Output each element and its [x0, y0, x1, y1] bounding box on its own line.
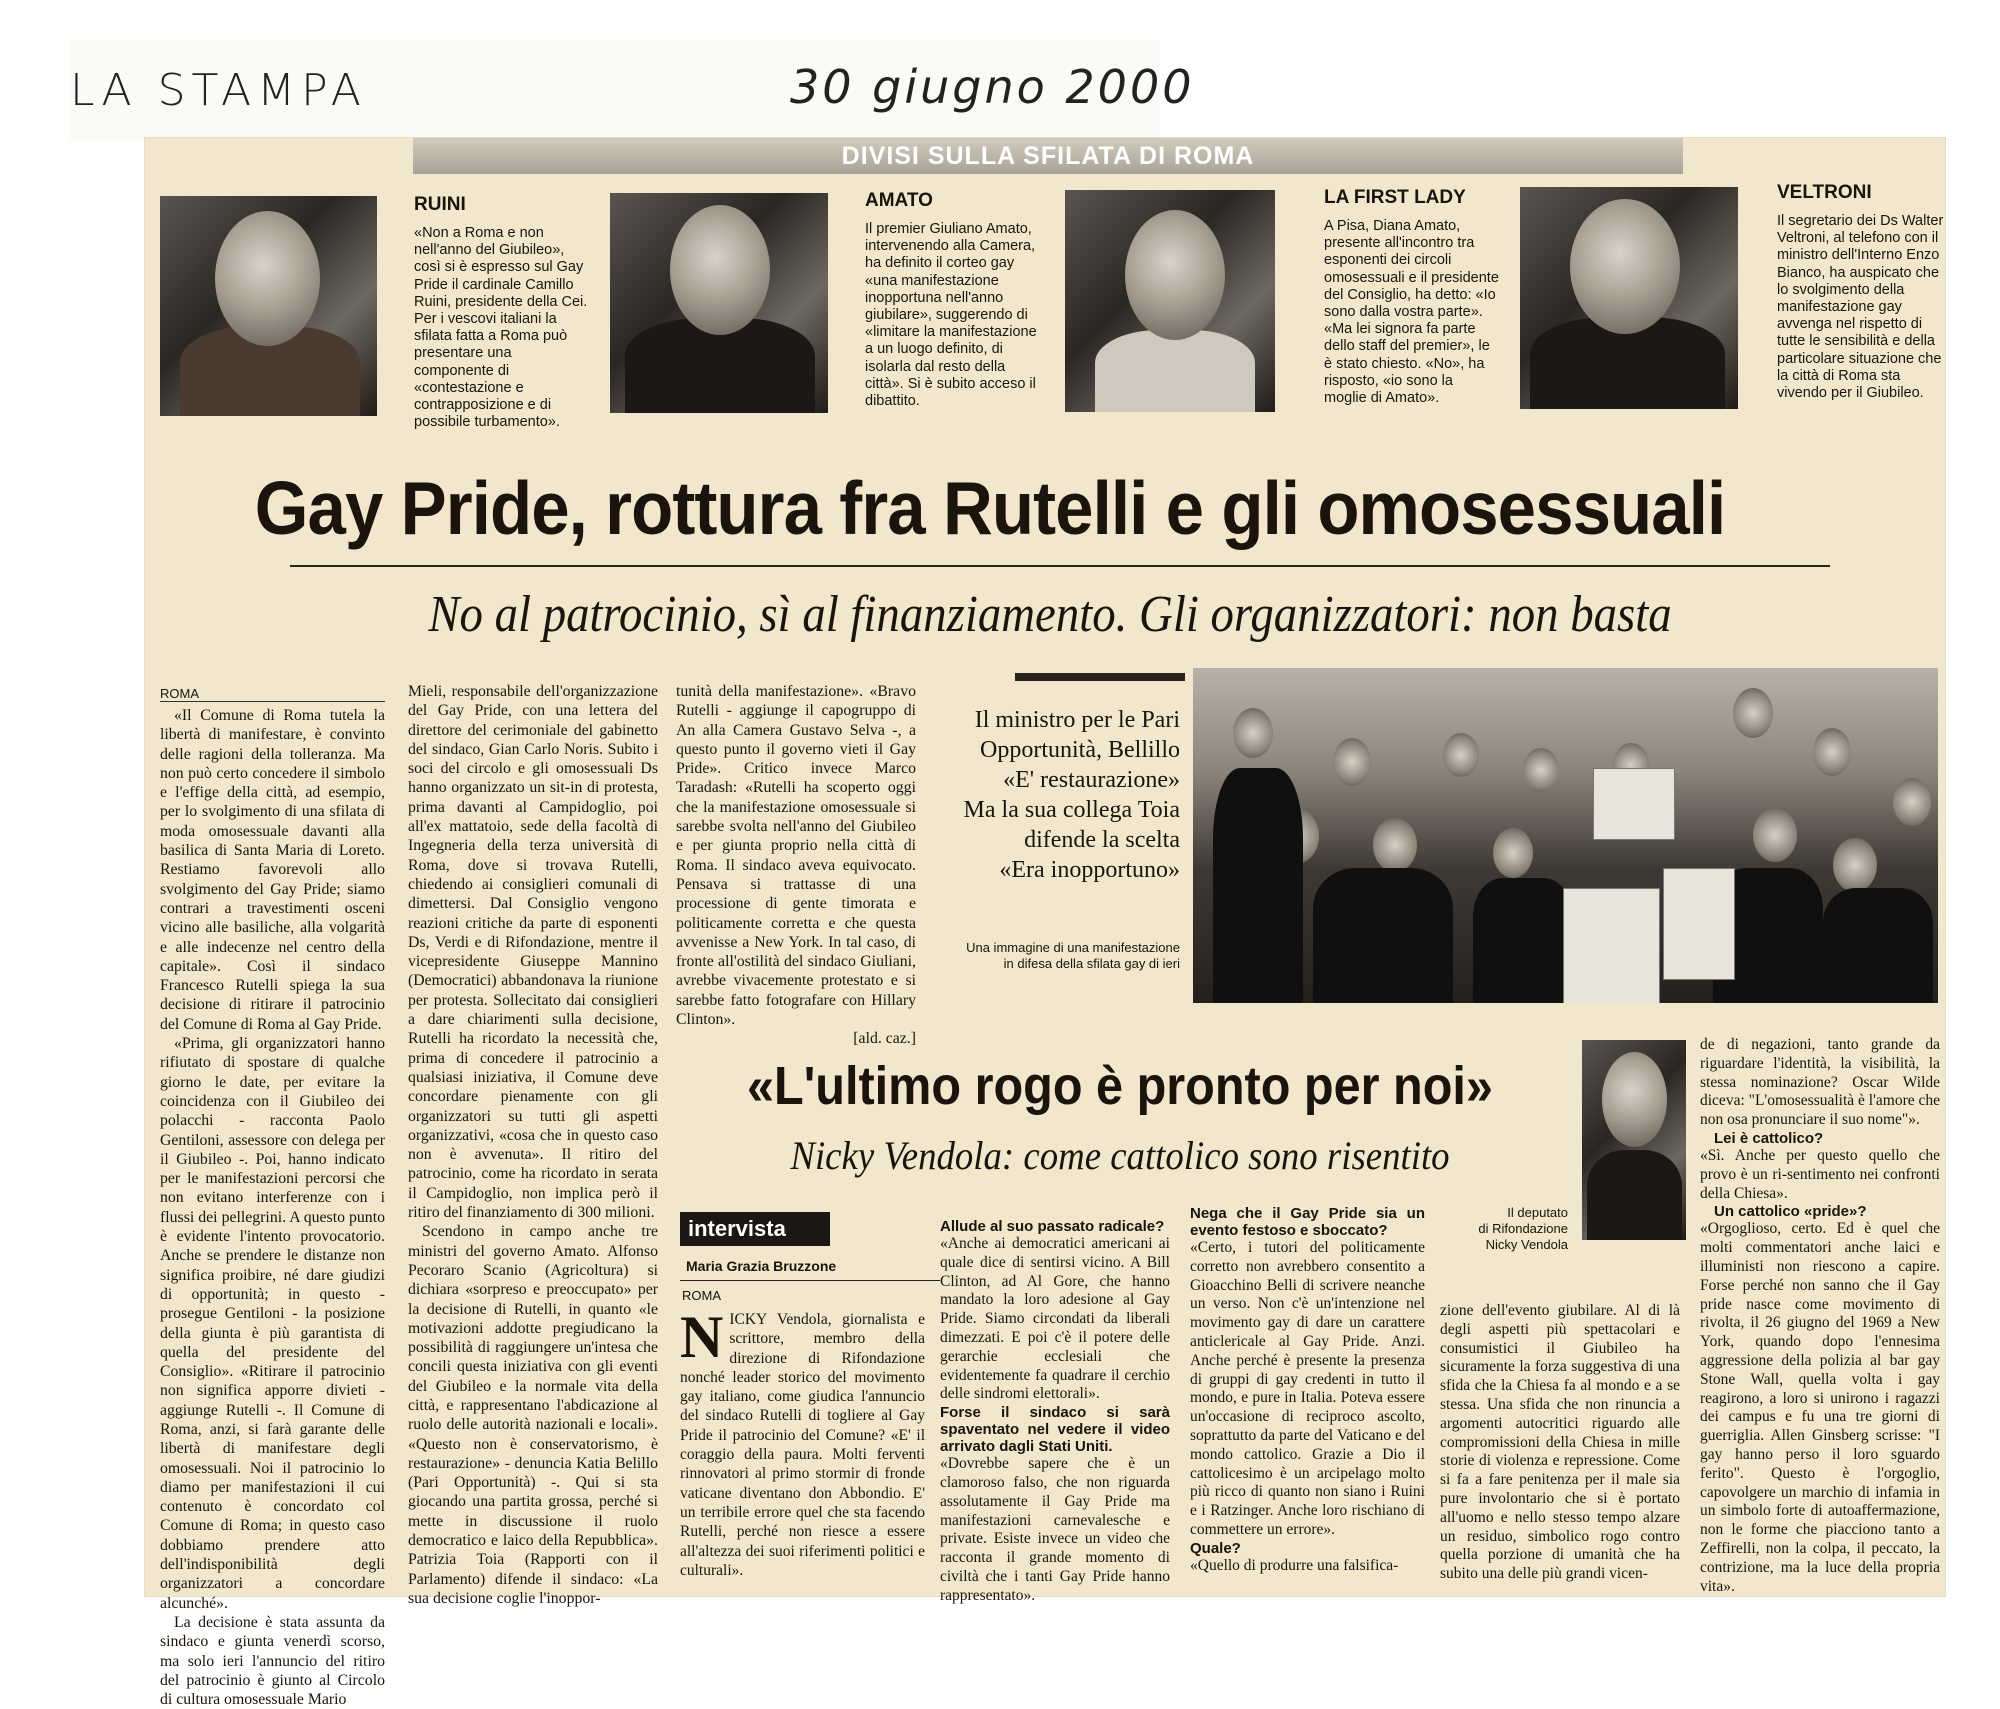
- main-subhead: No al patrocinio, sì al finanziamento. Gli organizzatori: non basta: [428, 586, 1672, 643]
- question-4: Quale?: [1190, 1539, 1241, 1557]
- answer-1: «Anche ai democratici americani ai quale dice di sentirsi vicino. A Bill Clinton, ad Al Gore, che hanno mandato la loro adesione al Gay Pride. Siamo circondati da liberali dimezzati. E poi c'è il potere delle gerarchie ecclesiali che evidentemente fa quadrare il cerchio delle sindromi elettorali».: [940, 1235, 1170, 1403]
- box-title-line-1: Il ministro per le Pari: [974, 707, 1180, 733]
- answer-7: «Orgoglioso, certo. Ed è quel che molti commentatori anche laici e illuministi non riescono a capire. Forse perché non sanno che il Gay pride nasce come movimento di rivolta, il 26 giugno del 1969 a New York, quando dopo l'ennesima aggressione della polizia al bar gay Stone Wall, quella volta i gay reagirono, a loro si unirono i ragazzi dei campus e fu una tre giorni di guerriglia. Allen Ginsberg scrisse: "I gay hanno perso il loro sguardo ferito". Questo è l'orgoglio, capovolgere un marchio di infamia in un simbolo forte di autoaffermazione, non le forme che piacciono tanto a Zeffirelli, non la colpa, il peccato, la contrizione, ma la luce della propria vita».: [1700, 1220, 1940, 1595]
- photo-ruini: [160, 196, 377, 416]
- col1-paragraph-3: La decisione è stata assunta da sindaco e giunta venerdì scorso, ma solo ieri l'annuncio del ritiro del patrocinio è giunto al Circolo di cultura omosessuale Mario: [160, 1613, 385, 1709]
- article-column-3: [676, 682, 916, 1049]
- photo-vendola: [1582, 1040, 1686, 1240]
- answer-2: «Dovrebbe sapere che è un clamoroso falso, che non riguarda assolutamente il Gay Pride ma manifestazioni carnevalesche e private. Esiste invece un video che racconta il grande momento di civiltà che i tanti Gay Pride hanno rappresentato».: [940, 1455, 1170, 1604]
- box-title-line-4: Ma la sua collega Toia: [963, 797, 1180, 823]
- col2-paragraph-2: Scendono in campo anche tre ministri del governo Amato. Alfonso Pecoraro Scanio (Agricoltura) si dichiara «sorpreso e preoccupato» per la decisione di Rutelli, in quanto «le motivazioni addotte pregiudicano la possibilità di raggiungere un'intesa che concili questa iniziativa con gli eventi del Giubileo e la normale vita della città, e rappresentano l'abdicazione al ruolo delle autorità nazionali e locali». «Questo non è conservatorismo, è restaurazione» - denuncia Katia Belillo (Pari Opportunità) -. Qui si sta giocando una partita grossa, perché si mette in discussione il ruolo democratico e laico della Repubblica». Patrizia Toia (Rapporti con il Parlamento) difende il sindaco: «La sua decisione coglie l'inoppor-: [408, 1223, 658, 1607]
- intervista-tag: [680, 1212, 830, 1246]
- interview-dateline: ROMA: [682, 1288, 721, 1303]
- handwritten-date: 30 giugno 2000: [790, 60, 1195, 114]
- vendola-caption-line-3: Nicky Vendola: [1485, 1237, 1568, 1252]
- box-title-line-5: difende la scelta: [1024, 827, 1180, 853]
- crowd-caption-line-1: Una immagine di una manifestazione: [966, 940, 1180, 955]
- interview-column-5: [1700, 1036, 1940, 1596]
- box-top-rule: [1015, 673, 1185, 681]
- question-6: Un cattolico «pride»?: [1714, 1203, 1867, 1221]
- photo-caption-crowd: [930, 940, 1180, 972]
- photo-first-lady: [1065, 190, 1275, 412]
- interview-col4-text: zione dell'evento giubilare. Al di là degli aspetti più spettacolari e consumistici il Giubileo ha sicuramente la forza suggestiva di una sfida che la Chiesa fa al mondo e a se stessa. Una sfida che non rinuncia a argomenti autocritici riguardo alle compromissioni della Chiesa in mille storie di violenza e repressione. Come si fa a fare penitenza per il male sia pure involontario che si è portato all'uomo e nello stesso tempo alzare un residuo, simbolico rogo contro quella porzione di umanità che ha subito una delle più grandi vicen-: [1440, 1302, 1680, 1583]
- box-title-line-2: Opportunità, Bellillo: [980, 737, 1180, 763]
- box-title: [930, 705, 1180, 885]
- headline-rule: [290, 565, 1830, 567]
- dateline-roma: ROMA: [160, 686, 385, 702]
- question-3: Nega che il Gay Pride sia un evento festoso e sboccato?: [1190, 1205, 1425, 1239]
- interview-column-3: [1190, 1205, 1425, 1576]
- profile-text-veltroni: Il segretario dei Ds Walter Veltroni, al telefono con il ministro dell'Interno Enzo Bianco, ha auspicato che lo svolgimento della manifestazione gay avvenga nel rispetto di tutte le sensibilità e della particolare situazione che la città di Roma sta vivendo per il Giubileo.: [1777, 213, 1944, 402]
- photo-amato: [610, 193, 828, 413]
- col3-signature: [ald. caz.]: [853, 1030, 916, 1048]
- profile-name-first-lady: LA FIRST LADY: [1324, 187, 1466, 208]
- crowd-caption-line-2: in difesa della sfilata gay di ieri: [1003, 956, 1180, 971]
- interview-col1-text: ICKY Vendola, giornalista e scrittore, membro della direzione di Rifondazione nonché leader storico del movimento gay italiano, come giudica l'annuncio del sindaco Rutelli di togliere al Gay Pride il patrocinio del Comune? «E' il coraggio della paura. Molti ferventi rinnovatori al primo stormir di fronde vaticane diventano don Abbondio. E' un terribile errore quel che sta facendo Rutelli, perché non riesce a essere all'altezza dei suoi riferimenti politici e culturali».: [680, 1311, 925, 1579]
- question-1: Allude al suo passato radicale?: [940, 1218, 1165, 1235]
- article-column-1: [160, 706, 385, 1709]
- answer-5: de di negazioni, tanto grande da riguardare l'identità, la visibilità, la stessa nominazione? Oscar Wilde diceva: "L'omosessualità è l'amore che non osa pronunciare il suo nome"».: [1700, 1036, 1941, 1129]
- col1-paragraph-2: «Prima, gli organizzatori hanno rifiutato di spostare di qualche giorno le date, per evitare la coincidenza con il Giubileo dei polacchi - racconta Paolo Gentiloni, assessore con delega per il Giubileo -. Poi, hanno indicato per le manifestazioni percorsi che non evitano interferenze con i flussi dei pellegrini. A questo punto è evidente l'intento provocatorio. Anche se prendere le distanze non significa proibire, né dare giudizi di opportunità; in questo - prosegue Gentiloni - la posizione della giunta è più garantista di quella del presidente del Consiglio». «Ritirare il patrocinio non significa apporre divieti - aggiunge Rutelli -. Il Comune di Roma, anzi, si farà garante delle libertà di manifestare degli omosessuali. Noi il patrocinio lo diamo per manifestazioni il cui contenuto è concordato col Comune di Roma; in questo caso dobbiamo prendere atto dell'indisponibilità degli organizzatori a concordare alcunché».: [160, 1035, 385, 1612]
- profile-name-amato: AMATO: [865, 190, 933, 211]
- intervista-tag-label: intervista: [688, 1216, 786, 1241]
- vendola-caption-line-2: di Rifondazione: [1478, 1221, 1568, 1236]
- vendola-caption-line-1: Il deputato: [1507, 1205, 1568, 1220]
- interview-byline: Maria Grazia Bruzzone: [686, 1258, 837, 1274]
- answer-4: «Quello di produrre una falsifica-: [1190, 1556, 1399, 1574]
- handwritten-paper-name: LA STAMPA: [70, 65, 367, 116]
- question-5: Lei è cattolico?: [1714, 1129, 1824, 1147]
- profile-text-amato: Il premier Giuliano Amato, intervenendo alla Camera, ha definito il corteo gay «una manifestazione inopportuna nell'anno giubilare», suggerendo di «limitare la manifestazione a un luogo definito, di isolarla dal resto della città». Si è subito acceso il dibattito.: [865, 221, 1037, 410]
- photo-veltroni: [1520, 187, 1738, 409]
- profile-name-veltroni: VELTRONI: [1777, 182, 1872, 203]
- col3-paragraph-1: tunità della manifestazione». «Bravo Rutelli - aggiunge il capogruppo di An alla Camera Gustavo Selva -, a questo punto il governo vieti il Gay Pride». Critico invece Marco Taradash: «Rutelli ha scoperto oggi che la manifestazione omosessuale si sarebbe svolta nell'anno del Giubileo e per giunta proprio nella città di Roma. Il sindaco aveva equivocato. Pensava si trattasse di una processione di gente timorata e politicamente corretta e che questa avvenisse a New York. In tal caso, di fronte all'ostilità del sindaco Giuliani, avrebbe vivacemente protestato e si sarebbe fatto fotografare con Hillary Clinton».: [676, 683, 916, 1029]
- profile-text-ruini: «Non a Roma e non nell'anno del Giubileo», così si è espresso sul Gay Pride il cardinale Camillo Ruini, presidente della Cei. Per i vescovi italiani la sfilata fatta a Roma può presentare una componente di «contestazione e contrapposizione e di possibile turbamento».: [414, 225, 588, 431]
- photo-protest-crowd: [1193, 668, 1938, 1003]
- section-banner-text: DIVISI SULLA SFILATA DI ROMA: [841, 142, 1255, 170]
- byline-rule: [680, 1280, 940, 1281]
- profile-text-first-lady: A Pisa, Diana Amato, presente all'incontro tra esponenti dei circoli omosessuali e il presidente del Consiglio, ha detto: «Io sono dalla vostra parte». «Ma lei signora fa parte dello staff del premier», le è stato chiesto. «No», ha risposto, «io sono la moglie di Amato».: [1324, 218, 1499, 407]
- answer-6: «Sì. Anche per questo quello che provo è un ri-sentimento nei confronti della Chiesa».: [1700, 1146, 1940, 1202]
- article-column-2: [408, 682, 658, 1608]
- box-title-line-6: «Era inopportuno»: [999, 857, 1180, 883]
- answer-3: «Certo, i tutori del politicamente corretto non avrebbero consentito a Gioacchino Belli di scrivere neanche un verso. Non c'è un'intenzione nel movimento gay di dare un carattere anticlericale al Gay Pride. Anzi. Anche perché è presente la presenza di gruppi di gay credenti in tutto il mondo, e pure in Italia. Poteva essere un'occasione di reciproco ascolto, soprattutto da parte del Vaticano e del mondo cattolico. Grazie a Dio il cattolicesimo è un arcipelago molto più ricco di quanto non siano i Ruini e i Ratzinger. Anche loro rischiano di commettere un errore».: [1190, 1239, 1425, 1538]
- profile-name-ruini: RUINI: [414, 194, 466, 215]
- interview-headline: «L'ultimo rogo è pronto per noi»: [747, 1056, 1493, 1116]
- main-headline: Gay Pride, rottura fra Rutelli e gli omosessuali: [254, 466, 1726, 550]
- question-2: Forse il sindaco si sarà spaventato nel vedere il video arrivato dagli Stati Uniti.: [940, 1404, 1170, 1456]
- interview-subhead: Nicky Vendola: come cattolico sono risentito: [790, 1133, 1450, 1178]
- box-title-line-3: «E' restaurazione»: [1003, 767, 1180, 793]
- dropcap-letter: N: [680, 1304, 724, 1370]
- photo-caption-vendola: [1440, 1205, 1568, 1253]
- interview-column-4: [1440, 1302, 1680, 1584]
- col1-paragraph-1: «Il Comune di Roma tutela la libertà di manifestare, è convinto delle ragioni della tolleranza. Ma non può certo concedere il simbolo e l'effige della città, ad esempio, per lo svolgimento di una sfilata di moda omosessuale davanti alla basilica di Santa Maria di Loreto. Restiamo favorevoli allo svolgimento del Gay Pride; siamo contrari a travestimenti osceni vicino alle basiliche, alla volgarità e alle indecenze nel centro della capitale». Così il sindaco Francesco Rutelli spiega la sua decisione di ritirare il patrocinio del Comune di Roma al Gay Pride.: [160, 707, 385, 1033]
- interview-column-1: [680, 1304, 925, 1580]
- col2-paragraph-1: Mieli, responsabile dell'organizzazione del Gay Pride, con una lettera del direttore del cerimoniale del gabinetto del sindaco, Gian Carlo Noris. Subito i soci del circolo e gli omosessuali Ds hanno organizzato un sit-in di protesta, prima davanti al Campidoglio, poi all'ex mattatoio, sede della facoltà di Ingegneria della terza università di Roma, dove si trovava Rutelli, chiedendo ai consiglieri comunali di dimettersi. Dal Consiglio vengono reazioni critiche da parte di esponenti Ds, Verdi e di Rifondazione, mentre il vicepresidente Giuseppe Mannino (Democratici) abbandonava la riunione per protesta. Sollecitato dai consiglieri a dare chiarimenti sulla decisione, Rutelli ha ricordato la necessità che, prima di concedere il patrocinio a qualsiasi iniziativa, il Comune deve concordare pienamente con gli organizzatori su tutti gli aspetti organizzativi, «cosa che in questo caso non è avvenuta». Il ritiro del patrocinio, come ha ricordato in serata il Campidoglio, non implica però il ritiro del finanziamento di 300 milioni.: [408, 683, 658, 1222]
- interview-column-2: [940, 1218, 1170, 1606]
- section-banner: [413, 138, 1683, 174]
